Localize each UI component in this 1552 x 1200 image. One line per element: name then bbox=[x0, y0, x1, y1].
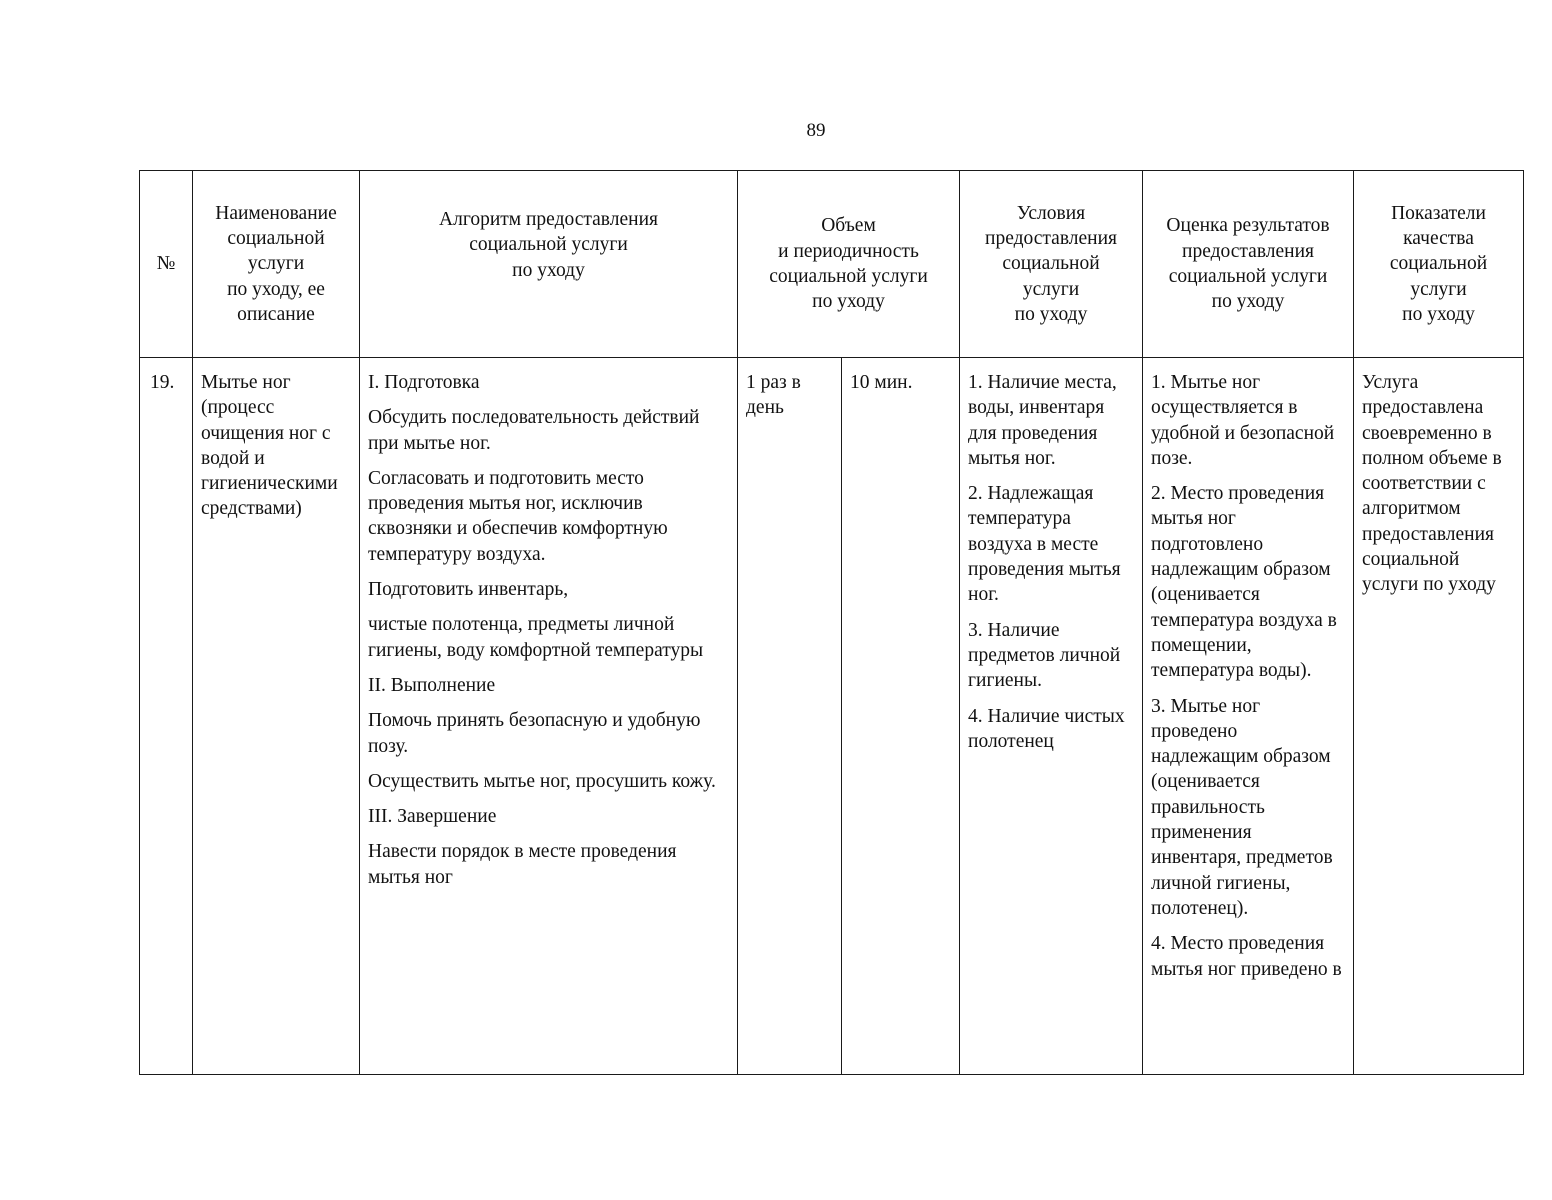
service-name: Мытье ног (процесс очищения ног с водой и гигиеническими средствами) bbox=[193, 358, 360, 1075]
table-row bbox=[140, 358, 1524, 1075]
algorithm-step: Навести порядок в месте проведения мытья ног bbox=[368, 841, 677, 888]
page-number: 89 bbox=[806, 120, 826, 141]
header-volume: Объем и периодичность социальной услуги по уходу bbox=[738, 171, 960, 358]
duration-cell: 10 мин. bbox=[842, 358, 960, 1075]
algorithm-step: Осуществить мытье ног, просушить кожу. bbox=[368, 770, 716, 792]
condition-item: 1. Наличие места, воды, инвентаря для проведения мытья ног. bbox=[968, 372, 1117, 469]
header-quality: Показатели качества социальной услуги по уходу bbox=[1354, 171, 1524, 358]
algorithm-step: Подготовить инвентарь, bbox=[368, 579, 569, 601]
condition-item: 4. Наличие чистых полотенец bbox=[968, 705, 1125, 752]
conditions-cell bbox=[960, 358, 1143, 1075]
header-no: № bbox=[140, 171, 193, 358]
header-evaluation: Оценка результатов предоставления социальной услуги по уходу bbox=[1143, 171, 1354, 358]
header-conditions: Условия предоставления социальной услуги по уходу bbox=[960, 171, 1143, 358]
algorithm-step: Согласовать и подготовить место проведения мытья ног, исключив сквозняки и обеспечив комфортную температуру воздуха. bbox=[368, 467, 668, 565]
algorithm-step: I. Подготовка bbox=[368, 372, 480, 393]
condition-item: 2. Надлежащая температура воздуха в месте проведения мытья ног. bbox=[968, 483, 1121, 606]
evaluation-item: 4. Место проведения мытья ног приведено в bbox=[1151, 933, 1342, 980]
periodicity-cell: 1 раз в день bbox=[738, 358, 842, 1075]
evaluation-item: 2. Место проведения мытья ног подготовлено надлежащим образом (оценивается температура воздуха в помещении, температура воды). bbox=[1151, 483, 1337, 682]
evaluation-item: 3. Мытье ног проведено надлежащим образом (оценивается правильность применения инвентаря, предметов личной гигиены, полотенец). bbox=[1151, 695, 1333, 919]
evaluation-item: 1. Мытье ног осуществляется в удобной и безопасной позе. bbox=[1151, 372, 1335, 469]
quality-cell: Услуга предоставлена своевременно в полном объеме в соответствии с алгоритмом предоставления социальной услуги по уходу bbox=[1354, 358, 1524, 1075]
evaluation-cell bbox=[1143, 358, 1354, 1075]
algorithm-cell bbox=[360, 358, 738, 1075]
algorithm-step: Обсудить последовательность действий при мытье ног. bbox=[368, 407, 700, 454]
algorithm-step: чистые полотенца, предметы личной гигиены, воду комфортной температуры bbox=[368, 614, 704, 661]
row-number: 19. bbox=[140, 358, 193, 1075]
algorithm-step: II. Выполнение bbox=[368, 674, 496, 696]
header-algorithm: Алгоритм предоставления социальной услуги по уходу bbox=[360, 171, 738, 358]
algorithm-step: III. Завершение bbox=[368, 806, 497, 828]
services-table bbox=[139, 170, 1524, 1075]
table-header-row bbox=[140, 171, 1524, 358]
condition-item: 3. Наличие предметов личной гигиены. bbox=[968, 619, 1121, 692]
algorithm-step: Помочь принять безопасную и удобную позу. bbox=[368, 710, 701, 757]
header-name: Наименование социальной услуги по уходу, ее описание bbox=[193, 171, 360, 358]
